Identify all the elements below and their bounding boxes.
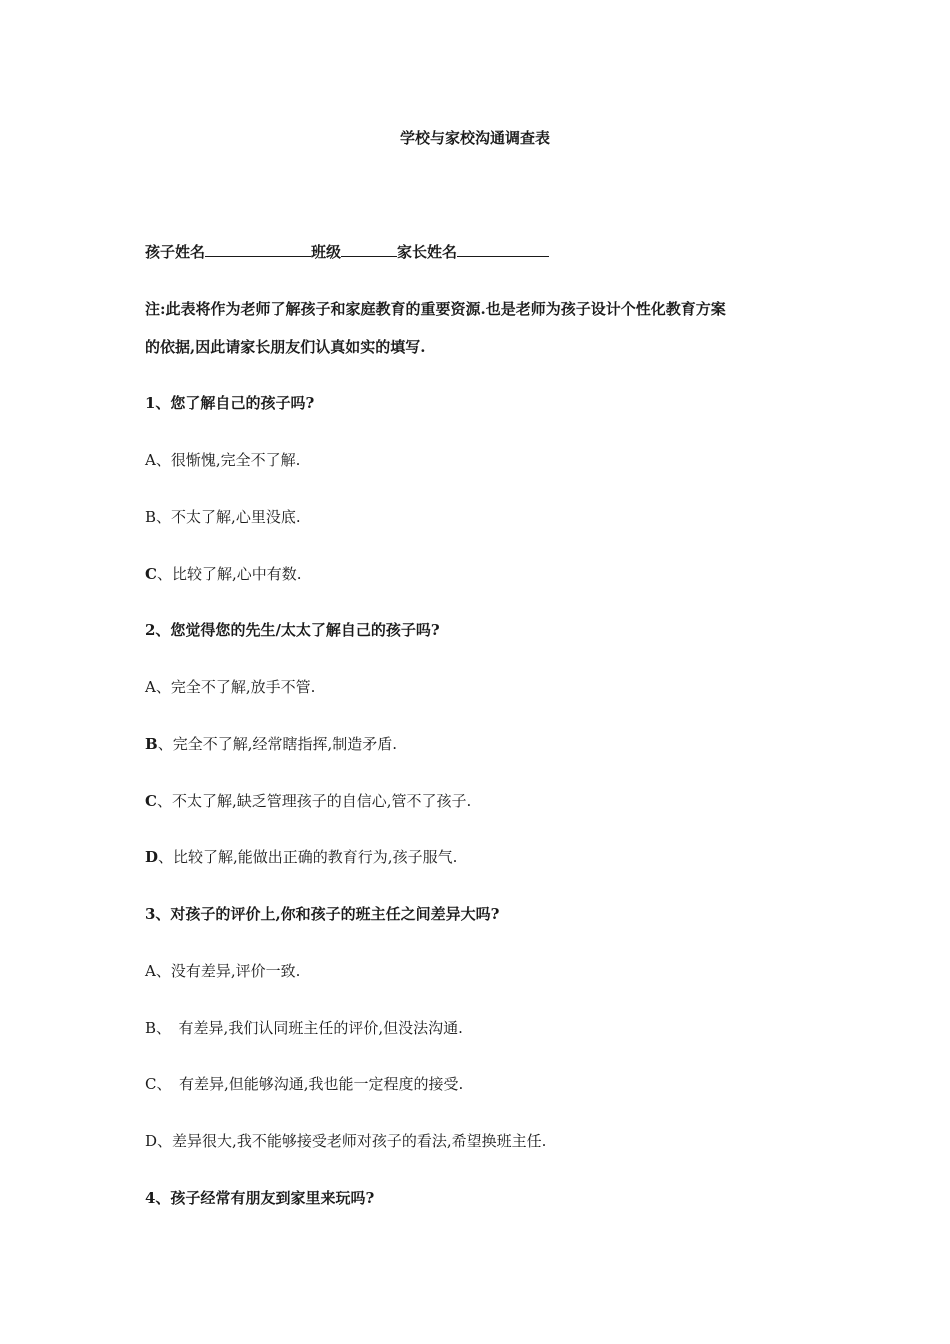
option-text: 差异很大,我不能够接受老师对孩子的看法,希望换班主任.: [172, 1132, 547, 1150]
option-separator: 、: [156, 1075, 164, 1093]
question-2: 2、您觉得您的先生/太太了解自己的孩子吗?: [145, 621, 440, 639]
option-text: 没有差异,评价一致.: [170, 962, 301, 980]
option-separator: 、: [156, 1019, 164, 1037]
option-letter: D: [145, 848, 159, 866]
question-1-option-c: [145, 564, 302, 584]
question-4: 4、孩子经常有朋友到家里来玩吗?: [145, 1189, 375, 1207]
question-2-option-c: [145, 791, 471, 811]
option-letter: B: [145, 1019, 157, 1037]
question-1: 1、您了解自己的孩子吗?: [145, 394, 315, 412]
note-line-2: 的依据,因此请家长朋友们认真如实的填写.: [145, 338, 426, 356]
option-separator: 、: [156, 565, 172, 583]
option-separator: 、: [158, 848, 174, 866]
question-3-option-c: [145, 1074, 463, 1094]
option-letter: D: [145, 1132, 158, 1150]
class-label: 班级: [311, 243, 342, 261]
option-letter: C: [145, 792, 157, 810]
parent-name-blank[interactable]: [457, 242, 549, 257]
note-line-1: 注:此表将作为老师了解孩子和家庭教育的重要资源.也是老师为孩子设计个性化教育方案: [145, 300, 726, 318]
question-3: 3、对孩子的评价上,你和孩子的班主任之间差异大吗?: [145, 905, 500, 923]
option-text: 完全不了解,经常瞎指挥,制造矛盾.: [172, 735, 398, 753]
info-fields-row: [145, 242, 549, 262]
option-text: 比较了解,心中有数.: [171, 565, 302, 583]
question-2-option-d: [145, 847, 457, 867]
option-letter: C: [145, 1075, 157, 1093]
option-letter: B: [145, 508, 157, 526]
option-letter: C: [145, 565, 157, 583]
option-text: 有差异,我们认同班主任的评价,但没法沟通.: [163, 1019, 463, 1037]
child-name-blank[interactable]: [205, 242, 311, 257]
option-text: 很惭愧,完全不了解.: [170, 451, 301, 469]
option-separator: 、: [155, 451, 171, 469]
class-blank[interactable]: [341, 242, 397, 257]
option-separator: 、: [155, 678, 171, 696]
option-letter: A: [145, 451, 156, 469]
option-text: 不太了解,心里没底.: [171, 508, 301, 526]
question-3-option-d: [145, 1131, 546, 1151]
question-2-option-b: [145, 734, 397, 754]
child-name-label: 孩子姓名: [145, 243, 206, 261]
question-3-option-b: [145, 1018, 463, 1038]
question-1-option-b: [145, 507, 301, 527]
option-separator: 、: [157, 735, 173, 753]
option-text: 有差异,但能够沟通,我也能一定程度的接受.: [164, 1075, 464, 1093]
option-text: 完全不了解,放手不管.: [170, 678, 316, 696]
option-separator: 、: [157, 1132, 173, 1150]
option-separator: 、: [156, 792, 172, 810]
option-letter: B: [145, 735, 158, 753]
question-2-option-a: [145, 677, 315, 697]
option-text: 比较了解,能做出正确的教育行为,孩子服气.: [173, 848, 458, 866]
option-separator: 、: [155, 962, 171, 980]
option-letter: A: [145, 678, 156, 696]
document-title: 学校与家校沟通调查表: [399, 129, 550, 147]
parent-name-label: 家长姓名: [397, 243, 458, 261]
question-1-option-a: [145, 450, 300, 470]
option-text: 不太了解,缺乏管理孩子的自信心,管不了孩子.: [171, 792, 472, 810]
option-letter: A: [145, 962, 156, 980]
option-separator: 、: [156, 508, 172, 526]
question-3-option-a: [145, 961, 300, 981]
